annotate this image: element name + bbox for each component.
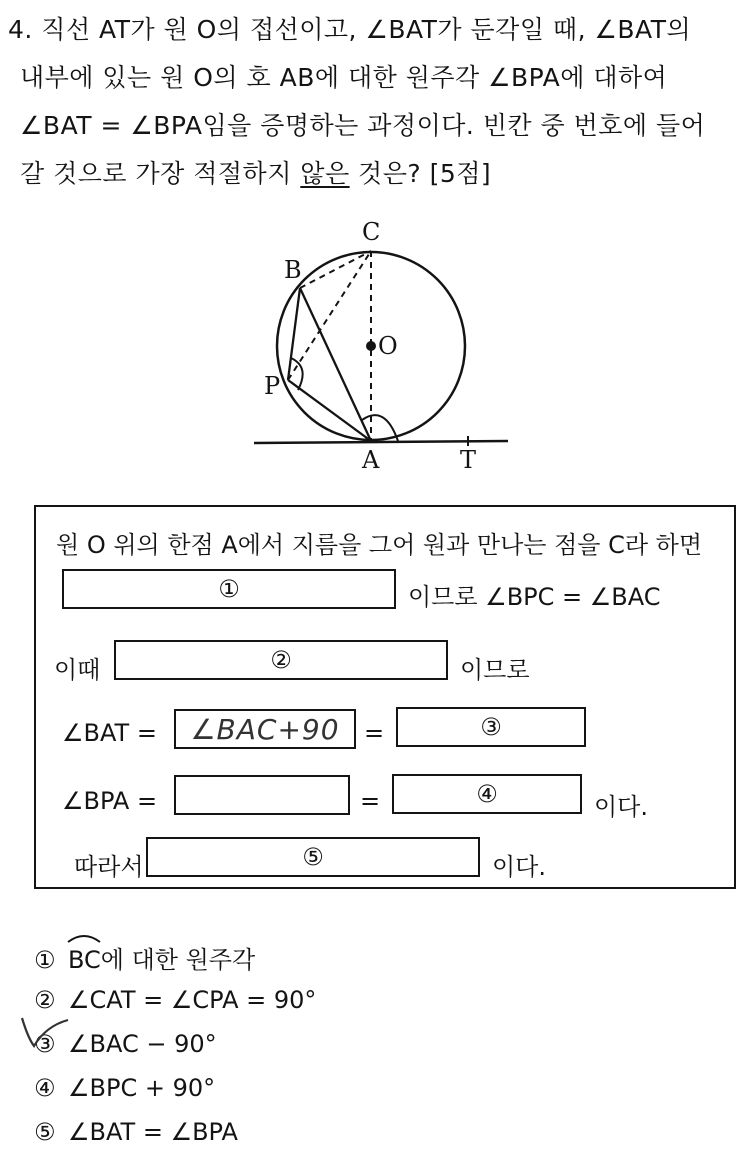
choice-2[interactable]: [34, 986, 316, 1014]
proof-before-blank-5: 따라서: [74, 853, 144, 881]
blank-2-number: ②: [270, 646, 292, 674]
choice-4-text: ∠BPC + 90°: [68, 1074, 216, 1102]
proof-line-1: 원 O 위의 한점 A에서 지름을 그어 원과 만나는 점을 C라 하면: [56, 531, 703, 559]
label-b: B: [284, 256, 302, 284]
question-underlined-word: 않은: [300, 159, 350, 188]
handwritten-answer: ∠BAC+90: [190, 712, 340, 746]
proof-after-blank-2: 이므로: [460, 656, 530, 684]
blank-2: [114, 640, 448, 680]
arc-mark-icon: [64, 930, 104, 944]
blank-4: [392, 774, 582, 814]
label-a: A: [362, 446, 380, 474]
segment-pb: [288, 288, 300, 380]
segment-pa: [288, 380, 371, 441]
check-mark-icon: [16, 1012, 72, 1052]
question-line-4: [20, 154, 491, 190]
equals-sign-2: =: [360, 787, 381, 815]
choice-1-text: BC에 대한 원주각: [68, 946, 256, 974]
proof-before-blank-2: 이때: [54, 656, 101, 684]
equals-sign-1: =: [364, 719, 385, 747]
circle-figure: [240, 212, 520, 482]
blank-empty: [174, 775, 350, 815]
blank-5-number: ⑤: [302, 843, 324, 871]
blank-handwritten: [174, 709, 356, 749]
bpa-label: ∠BPA =: [62, 787, 158, 815]
blank-5: [146, 837, 480, 877]
choice-1-number: ①: [34, 946, 56, 974]
label-p: P: [264, 372, 281, 400]
choice-5-text: ∠BAT = ∠BPA: [68, 1118, 238, 1146]
label-c: C: [362, 218, 381, 246]
choice-2-number: ②: [34, 986, 56, 1014]
blank-1: [62, 569, 396, 609]
choice-5-number: ⑤: [34, 1118, 56, 1146]
proof-after-blank-1: 이므로 ∠BPC = ∠BAC: [408, 583, 661, 611]
blank-1-number: ①: [218, 575, 240, 603]
choice-2-text: ∠CAT = ∠CPA = 90°: [68, 986, 317, 1014]
choice-1[interactable]: [34, 940, 255, 975]
choice-4[interactable]: [34, 1074, 215, 1102]
proof-after-blank-4: 이다.: [594, 793, 648, 821]
question-line-4-before: 갈 것으로 가장 적절하지: [20, 159, 301, 188]
center-point-o: [366, 341, 376, 351]
bat-label: ∠BAT =: [62, 719, 157, 747]
choice-5[interactable]: [34, 1118, 238, 1146]
choice-4-number: ④: [34, 1074, 56, 1102]
choice-3-text: ∠BAC − 90°: [68, 1030, 217, 1058]
question-line-3: ∠BAT = ∠BPA임을 증명하는 과정이다. 빈칸 중 번호에 들어: [20, 111, 706, 140]
tangent-line-at: [254, 441, 508, 443]
proof-after-blank-5: 이다.: [492, 853, 546, 881]
choice-3-number: ③: [34, 1030, 56, 1058]
blank-3-number: ③: [480, 713, 502, 741]
question-line-2: 내부에 있는 원 O의 호 AB에 대한 원주각 ∠BPA에 대하여: [20, 63, 668, 92]
blank-4-number: ④: [476, 780, 498, 808]
proof-box: [34, 505, 736, 889]
question-line-4-after: 것은? [5점]: [349, 159, 492, 188]
label-t: T: [460, 446, 477, 474]
question-line-1: 4. 직선 AT가 원 O의 접선이고, ∠BAT가 둔각일 때, ∠BAT의: [8, 15, 692, 44]
blank-3: [396, 707, 586, 747]
label-o: O: [378, 332, 398, 360]
segment-bc: [300, 251, 371, 288]
